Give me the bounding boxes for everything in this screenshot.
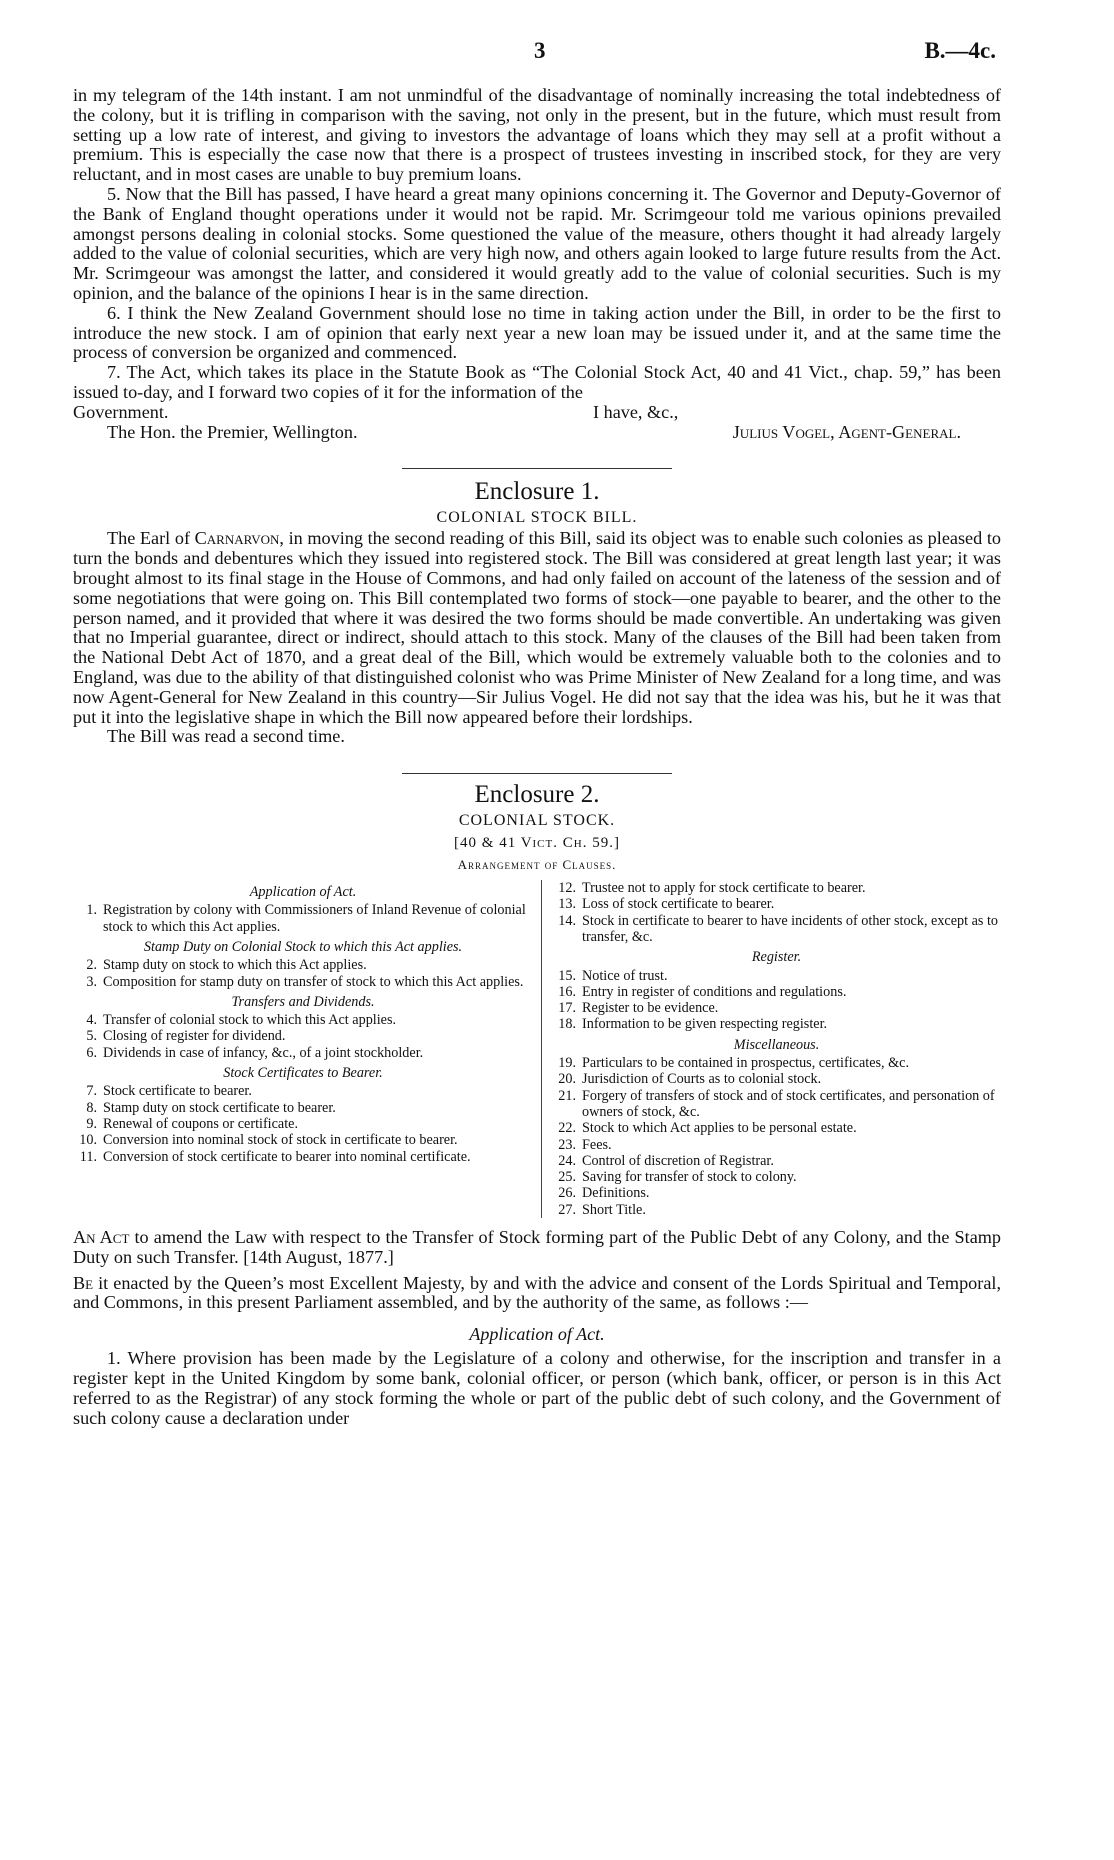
clause-title: Transfer of colonial stock to which this Act applies. <box>103 1012 397 1029</box>
clause-number: 27. <box>558 1201 576 1218</box>
clause-number: 16. <box>558 983 576 1000</box>
clause-item <box>73 974 533 990</box>
clause-item <box>73 1083 533 1099</box>
clause-item <box>552 968 1001 984</box>
clause-item <box>73 1012 533 1028</box>
clause-item <box>552 896 1001 912</box>
letter <box>73 86 1001 442</box>
clause-item <box>73 1028 533 1044</box>
paragraph-7: 7. The Act, which takes its place in the Statute Book as “The Colonial Stock Act, 40 and 41 Vict., chap. 59,” has been issued to-day, and I forward two copies of it for the information of the <box>73 362 1001 402</box>
clause-title: Trustee not to apply for stock certificate to bearer. <box>582 880 866 897</box>
clause-item <box>552 1055 1001 1071</box>
clause-number: 7. <box>86 1083 97 1100</box>
addressee: The Hon. the Premier, Wellington. <box>107 421 358 442</box>
enclosure-1-body-lead: The Earl of <box>107 528 195 549</box>
clauses-section-heading: Stamp Duty on Colonial Stock to which this Act applies. <box>143 939 463 955</box>
clause-title: Jurisdiction of Courts as to colonial stock. <box>582 1071 822 1088</box>
clauses-section-heading: Stock Certificates to Bearer. <box>223 1065 383 1082</box>
clause-item <box>552 1016 1001 1032</box>
clause-number: 11. <box>79 1148 97 1165</box>
clause-number: 9. <box>86 1115 97 1132</box>
paragraph-continuation: in my telegram of the 14th instant. I am not unmindful of the disadvantage of nominally increasing the total indebtedness of the colony, but it is trifling in comparison with the saving, not only in the present, but in the future, which must result from setting up a low rate of interest, and giving to investors the advantage of loans which they may sell at a profit without a premium. This is especially the case now that there is a prospect of trustees investing in inscribed stock, for they are very reluctant, and in most cases are unable to buy premium loans. <box>73 85 1001 185</box>
clause-item <box>73 1100 533 1116</box>
clause-number: 2. <box>86 957 97 974</box>
clause-title: Stamp duty on stock to which this Act applies. <box>103 957 367 974</box>
enacting-clause <box>73 1274 1001 1314</box>
clause-item <box>73 957 533 973</box>
clause-number: 4. <box>86 1012 97 1029</box>
clause-number: 21. <box>558 1087 576 1104</box>
act-citation: [40 & 41 Vict. Ch. 59.] <box>454 835 620 852</box>
section-1: 1. Where provision has been made by the Legislature of a colony and otherwise, for the inscription and transfer in a register kept in the United Kingdom by some bank, colonial officer, or person (which bank, officer, or person is in this Act referred to as the Registrar) of any stock forming the whole or part of the public debt of such colony, and the Government of such colony cause a declaration under <box>73 1348 1001 1428</box>
clause-title: Conversion into nominal stock of stock in certificate to bearer. <box>103 1132 458 1149</box>
clause-item <box>552 1000 1001 1016</box>
enclosure-1-subtitle: COLONIAL STOCK BILL. <box>436 509 638 527</box>
clause-number: 20. <box>558 1071 576 1088</box>
clause-item <box>552 1137 1001 1153</box>
clause-title: Register to be evidence. <box>582 1000 719 1017</box>
clauses-section-heading: Application of Act. <box>249 884 357 901</box>
clause-title: Forgery of transfers of stock and of stock certificates, and personation of owners of stock, &c. <box>582 1087 995 1120</box>
clause-item <box>552 1088 1001 1121</box>
clause-item <box>552 1202 1001 1218</box>
clause-title: Stock in certificate to bearer to have incidents of other stock, except as to transfer, &c. <box>582 912 999 945</box>
closing-phrase: I have, &c., <box>593 401 679 422</box>
clause-number: 17. <box>558 1000 576 1017</box>
enclosure-2-title: Enclosure 2. <box>474 781 600 809</box>
closing-row <box>73 403 1001 423</box>
clause-title: Composition for stamp duty on transfer of stock to which this Act applies. <box>103 973 524 990</box>
clause-number: 13. <box>558 896 576 913</box>
clause-number: 19. <box>558 1055 576 1072</box>
enclosure-1-body-text: , in moving the second reading of this Bill, said its object was to enable such colonies as pleased to turn the bonds and debentures which they issued into registered stock. The Bill was considered at great length last year; it was brought almost to its final stage in the House of Commons, and had only failed on account of the lateness of the session and of some negotiations that were going on. This Bill contemplated two forms of stock—one payable to bearer, and the other to the person named, and it provided that where it was desired the two forms should be made convertible. An undertaking was given that no Imperial guarantee, direct or indirect, should attach to this stock. Many of the clauses of the Bill had been taken from the National Debt Act of 1870, and a great deal of the Bill, which would be extremely valuable both to the colonies and to England, was due to the ability of that distinguished colonist who was Prime Minister of New Zealand for a long time, and was now Agent-General for New Zealand in this country—Sir Julius Vogel. He did not say that the idea was his, but he it was that put it into the legislative shape in which the Bill now appeared before their lordships. <box>73 528 1002 727</box>
clause-number: 15. <box>558 967 576 984</box>
signature <box>733 423 1001 443</box>
clause-number: 1. <box>86 902 97 919</box>
enact-lead: Be <box>73 1272 94 1293</box>
clause-number: 5. <box>86 1028 97 1045</box>
clauses-section-heading: Register. <box>751 949 802 966</box>
clause-number: 6. <box>86 1044 97 1061</box>
clause-title: Stock certificate to bearer. <box>103 1083 252 1100</box>
divider <box>402 468 672 469</box>
clause-item <box>552 1185 1001 1201</box>
page-content <box>73 86 1001 1428</box>
act-date: [14th August, 1877.] <box>243 1246 394 1267</box>
enact-text: it enacted by the Queen’s most Excellent Majesty, by and with the advice and consent of the Lords Spiritual and Temporal, and Commons, in this present Parliament assembled, and by the authority of the same, as follows :— <box>73 1272 1001 1313</box>
clause-item <box>552 984 1001 1000</box>
clause-number: 24. <box>558 1152 576 1169</box>
clause-number: 18. <box>558 1016 576 1033</box>
clauses-left-column <box>73 880 541 1218</box>
clause-title: Registration by colony with Commissioners of Inland Revenue of colonial stock to which this Act applies. <box>103 902 526 935</box>
clause-title: Conversion of stock certificate to bearer into nominal certificate. <box>103 1148 471 1165</box>
clause-number: 14. <box>558 912 576 929</box>
clause-item <box>552 1120 1001 1136</box>
clause-item <box>73 902 533 935</box>
clauses-section-heading: Transfers and Dividends. <box>231 993 375 1010</box>
clause-number: 23. <box>558 1136 576 1153</box>
clause-item <box>73 1116 533 1132</box>
clause-title: Closing of register for dividend. <box>103 1028 286 1045</box>
clause-title: Renewal of coupons or certificate. <box>103 1115 298 1132</box>
clause-number: 10. <box>79 1132 97 1149</box>
signature-row <box>73 423 1001 443</box>
enclosure-2-subtitle: COLONIAL STOCK. <box>458 812 616 830</box>
clause-number: 22. <box>558 1120 576 1137</box>
enclosure-1-closing: The Bill was read a second time. <box>107 726 345 747</box>
paragraph-6: 6. I think the New Zealand Government should lose no time in taking action under the Bill, in order to be the first to introduce the new stock. I am of opinion that early next year a new loan may be issued under it, and at the same time the process of conversion be organized and commenced. <box>73 302 1001 363</box>
clause-title: Entry in register of conditions and regulations. <box>582 983 847 1000</box>
clause-number: 3. <box>86 973 97 990</box>
clause-item <box>552 1071 1001 1087</box>
clause-title: Fees. <box>582 1136 612 1153</box>
enclosure-1-body <box>73 529 1001 727</box>
enclosure-1-title: Enclosure 1. <box>474 478 600 506</box>
paragraph-5: 5. Now that the Bill has passed, I have heard a great many opinions concerning it. The Governor and Deputy-Governor of the Bank of England thought operations under it would not be rapid. Mr. Scrimgeour told me various opinions prevailed amongst persons dealing in colonial stocks. Some questioned the value of the measure, others thought it had already largely added to the value of colonial securities, which are very high now, and others again looked to large future results from the Act. Mr. Scrimgeour was amongst the latter, and considered it would greatly add to the value of colonial securities. Such is my opinion, and the balance of the opinions I hear is in the same direction. <box>73 183 1001 303</box>
clause-title: Stamp duty on stock certificate to bearer. <box>103 1099 336 1116</box>
clause-title: Loss of stock certificate to bearer. <box>582 896 775 913</box>
clause-number: 8. <box>86 1099 97 1116</box>
clause-title: Information to be given respecting register. <box>582 1016 828 1033</box>
clauses-section-heading: Miscellaneous. <box>733 1036 820 1053</box>
clause-number: 26. <box>558 1185 576 1202</box>
clause-title: Short Title. <box>582 1201 646 1218</box>
clause-title: Saving for transfer of stock to colony. <box>582 1169 797 1186</box>
act-title-text: to amend the Law with respect to the Transfer of Stock forming part of the Public Debt of any Colony, and the Stamp Duty on such Transfer. <box>73 1227 1002 1267</box>
paragraph-7-end: Government. <box>73 401 169 422</box>
divider <box>402 773 672 774</box>
page-header <box>0 38 1114 68</box>
clause-item <box>552 913 1001 946</box>
clause-title: Definitions. <box>582 1185 650 1202</box>
enclosure-2 <box>73 780 1001 1428</box>
clause-title: Particulars to be contained in prospectus, certificates, &c. <box>582 1055 909 1072</box>
clause-title: Notice of trust. <box>582 967 668 984</box>
enclosure-1 <box>73 477 1001 747</box>
earl-name: Carnarvon <box>194 528 280 549</box>
signature-text: Julius Vogel, Agent-General. <box>732 421 961 442</box>
clause-item <box>552 880 1001 896</box>
clause-item <box>73 1132 533 1148</box>
document-reference: B.—4c. <box>924 38 996 63</box>
clause-item <box>73 1045 533 1061</box>
application-heading: Application of Act. <box>469 1324 605 1345</box>
clause-number: 12. <box>558 880 576 897</box>
clause-item <box>552 1153 1001 1169</box>
clause-number: 25. <box>558 1169 576 1186</box>
arrangement-heading: Arrangement of Clauses. <box>457 857 617 873</box>
clause-title: Stock to which Act applies to be personal estate. <box>582 1120 857 1137</box>
clause-item <box>552 1169 1001 1185</box>
clause-title: Control of discretion of Registrar. <box>582 1152 774 1169</box>
clauses-table <box>73 880 1001 1218</box>
act-long-title <box>73 1228 1001 1268</box>
clauses-right-column <box>541 880 1001 1218</box>
page-number: 3 <box>534 38 546 63</box>
act-lead: An Act <box>73 1227 130 1248</box>
clause-item <box>73 1149 533 1165</box>
clause-title: Dividends in case of infancy, &c., of a joint stockholder. <box>103 1044 424 1061</box>
